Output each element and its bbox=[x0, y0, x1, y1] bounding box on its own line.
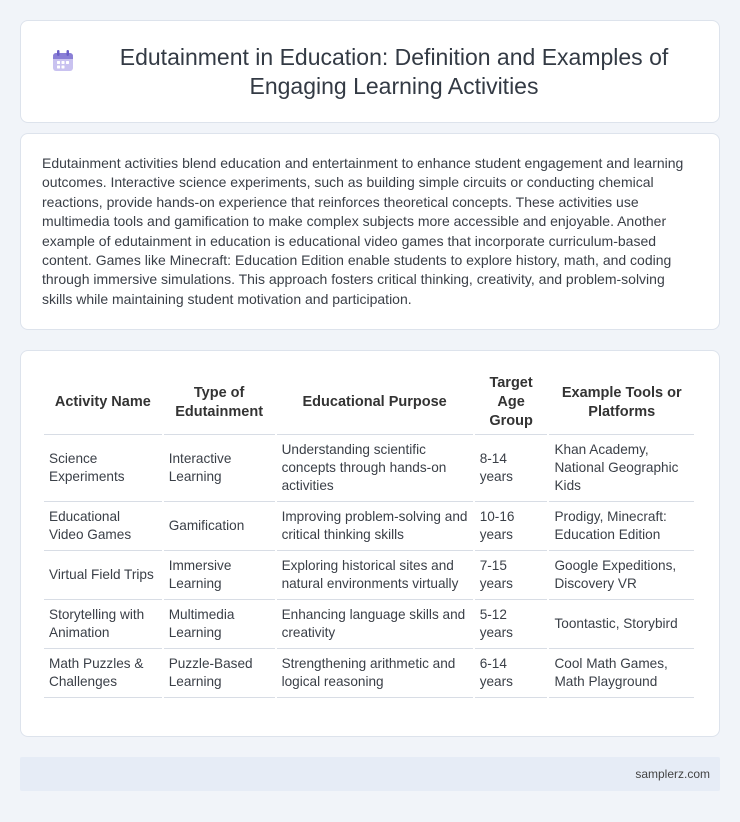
cell-type: Multimedia Learning bbox=[164, 600, 275, 649]
cell-purpose: Exploring historical sites and natural environments virtually bbox=[277, 551, 473, 600]
cell-tools: Toontastic, Storybird bbox=[549, 600, 694, 649]
table-header-row bbox=[44, 371, 694, 435]
intro-card bbox=[20, 133, 720, 330]
activities-table bbox=[42, 371, 696, 698]
cell-activity: Virtual Field Trips bbox=[44, 551, 162, 600]
cell-age: 10-16 years bbox=[475, 502, 548, 551]
header-tools: Example Tools or Platforms bbox=[549, 371, 694, 435]
intro-paragraph: Edutainment activities blend education and entertainment to enhance student engagement and learning outcomes. Interactive science experiments, such as building simple circuits or conducting chemical reactions, provide hands-on experience that reinforces theoretical concepts. These activities use multimedia tools and gamification to make complex subjects more accessible and enjoyable. Another example of edutainment in education is educational video games that incorporate curriculum-based content. Games like Minecraft: Education Edition enable students to explore history, math, and coding through immersive simulations. This approach fosters critical thinking, creativity, and problem-solving skills while maintaining student motivation and participation. bbox=[42, 155, 684, 307]
title-card bbox=[20, 20, 720, 123]
cell-tools: Prodigy, Minecraft: Education Edition bbox=[549, 502, 694, 551]
cell-type: Interactive Learning bbox=[164, 435, 275, 502]
cell-activity: Educational Video Games bbox=[44, 502, 162, 551]
header-age-group: Target Age Group bbox=[475, 371, 548, 435]
cell-age: 5-12 years bbox=[475, 600, 548, 649]
cell-age: 8-14 years bbox=[475, 435, 548, 502]
header-activity-name: Activity Name bbox=[44, 371, 162, 435]
table-row bbox=[44, 649, 694, 698]
table-row bbox=[44, 435, 694, 502]
page-title: Edutainment in Education: Definition and Examples of Engaging Learning Activities bbox=[119, 43, 669, 99]
cell-type: Gamification bbox=[164, 502, 275, 551]
cell-tools: Khan Academy, National Geographic Kids bbox=[549, 435, 694, 502]
cell-type: Immersive Learning bbox=[164, 551, 275, 600]
calendar-icon bbox=[50, 48, 76, 74]
cell-purpose: Strengthening arithmetic and logical reasoning bbox=[277, 649, 473, 698]
footer-site-link[interactable]: samplerz.com bbox=[635, 767, 710, 781]
cell-activity: Science Experiments bbox=[44, 435, 162, 502]
cell-age: 7-15 years bbox=[475, 551, 548, 600]
cell-purpose: Enhancing language skills and creativity bbox=[277, 600, 473, 649]
cell-activity: Storytelling with Animation bbox=[44, 600, 162, 649]
cell-purpose: Understanding scientific concepts through hands-on activities bbox=[277, 435, 473, 502]
cell-type: Puzzle-Based Learning bbox=[164, 649, 275, 698]
cell-purpose: Improving problem-solving and critical thinking skills bbox=[277, 502, 473, 551]
cell-activity: Math Puzzles & Challenges bbox=[44, 649, 162, 698]
cell-tools: Cool Math Games, Math Playground bbox=[549, 649, 694, 698]
table-row bbox=[44, 600, 694, 649]
footer bbox=[20, 757, 720, 791]
title-wrap bbox=[50, 43, 690, 101]
table-row bbox=[44, 502, 694, 551]
table-row bbox=[44, 551, 694, 600]
header-type: Type of Edutainment bbox=[164, 371, 275, 435]
cell-age: 6-14 years bbox=[475, 649, 548, 698]
cell-tools: Google Expeditions, Discovery VR bbox=[549, 551, 694, 600]
header-purpose: Educational Purpose bbox=[277, 371, 473, 435]
table-card bbox=[20, 350, 720, 737]
